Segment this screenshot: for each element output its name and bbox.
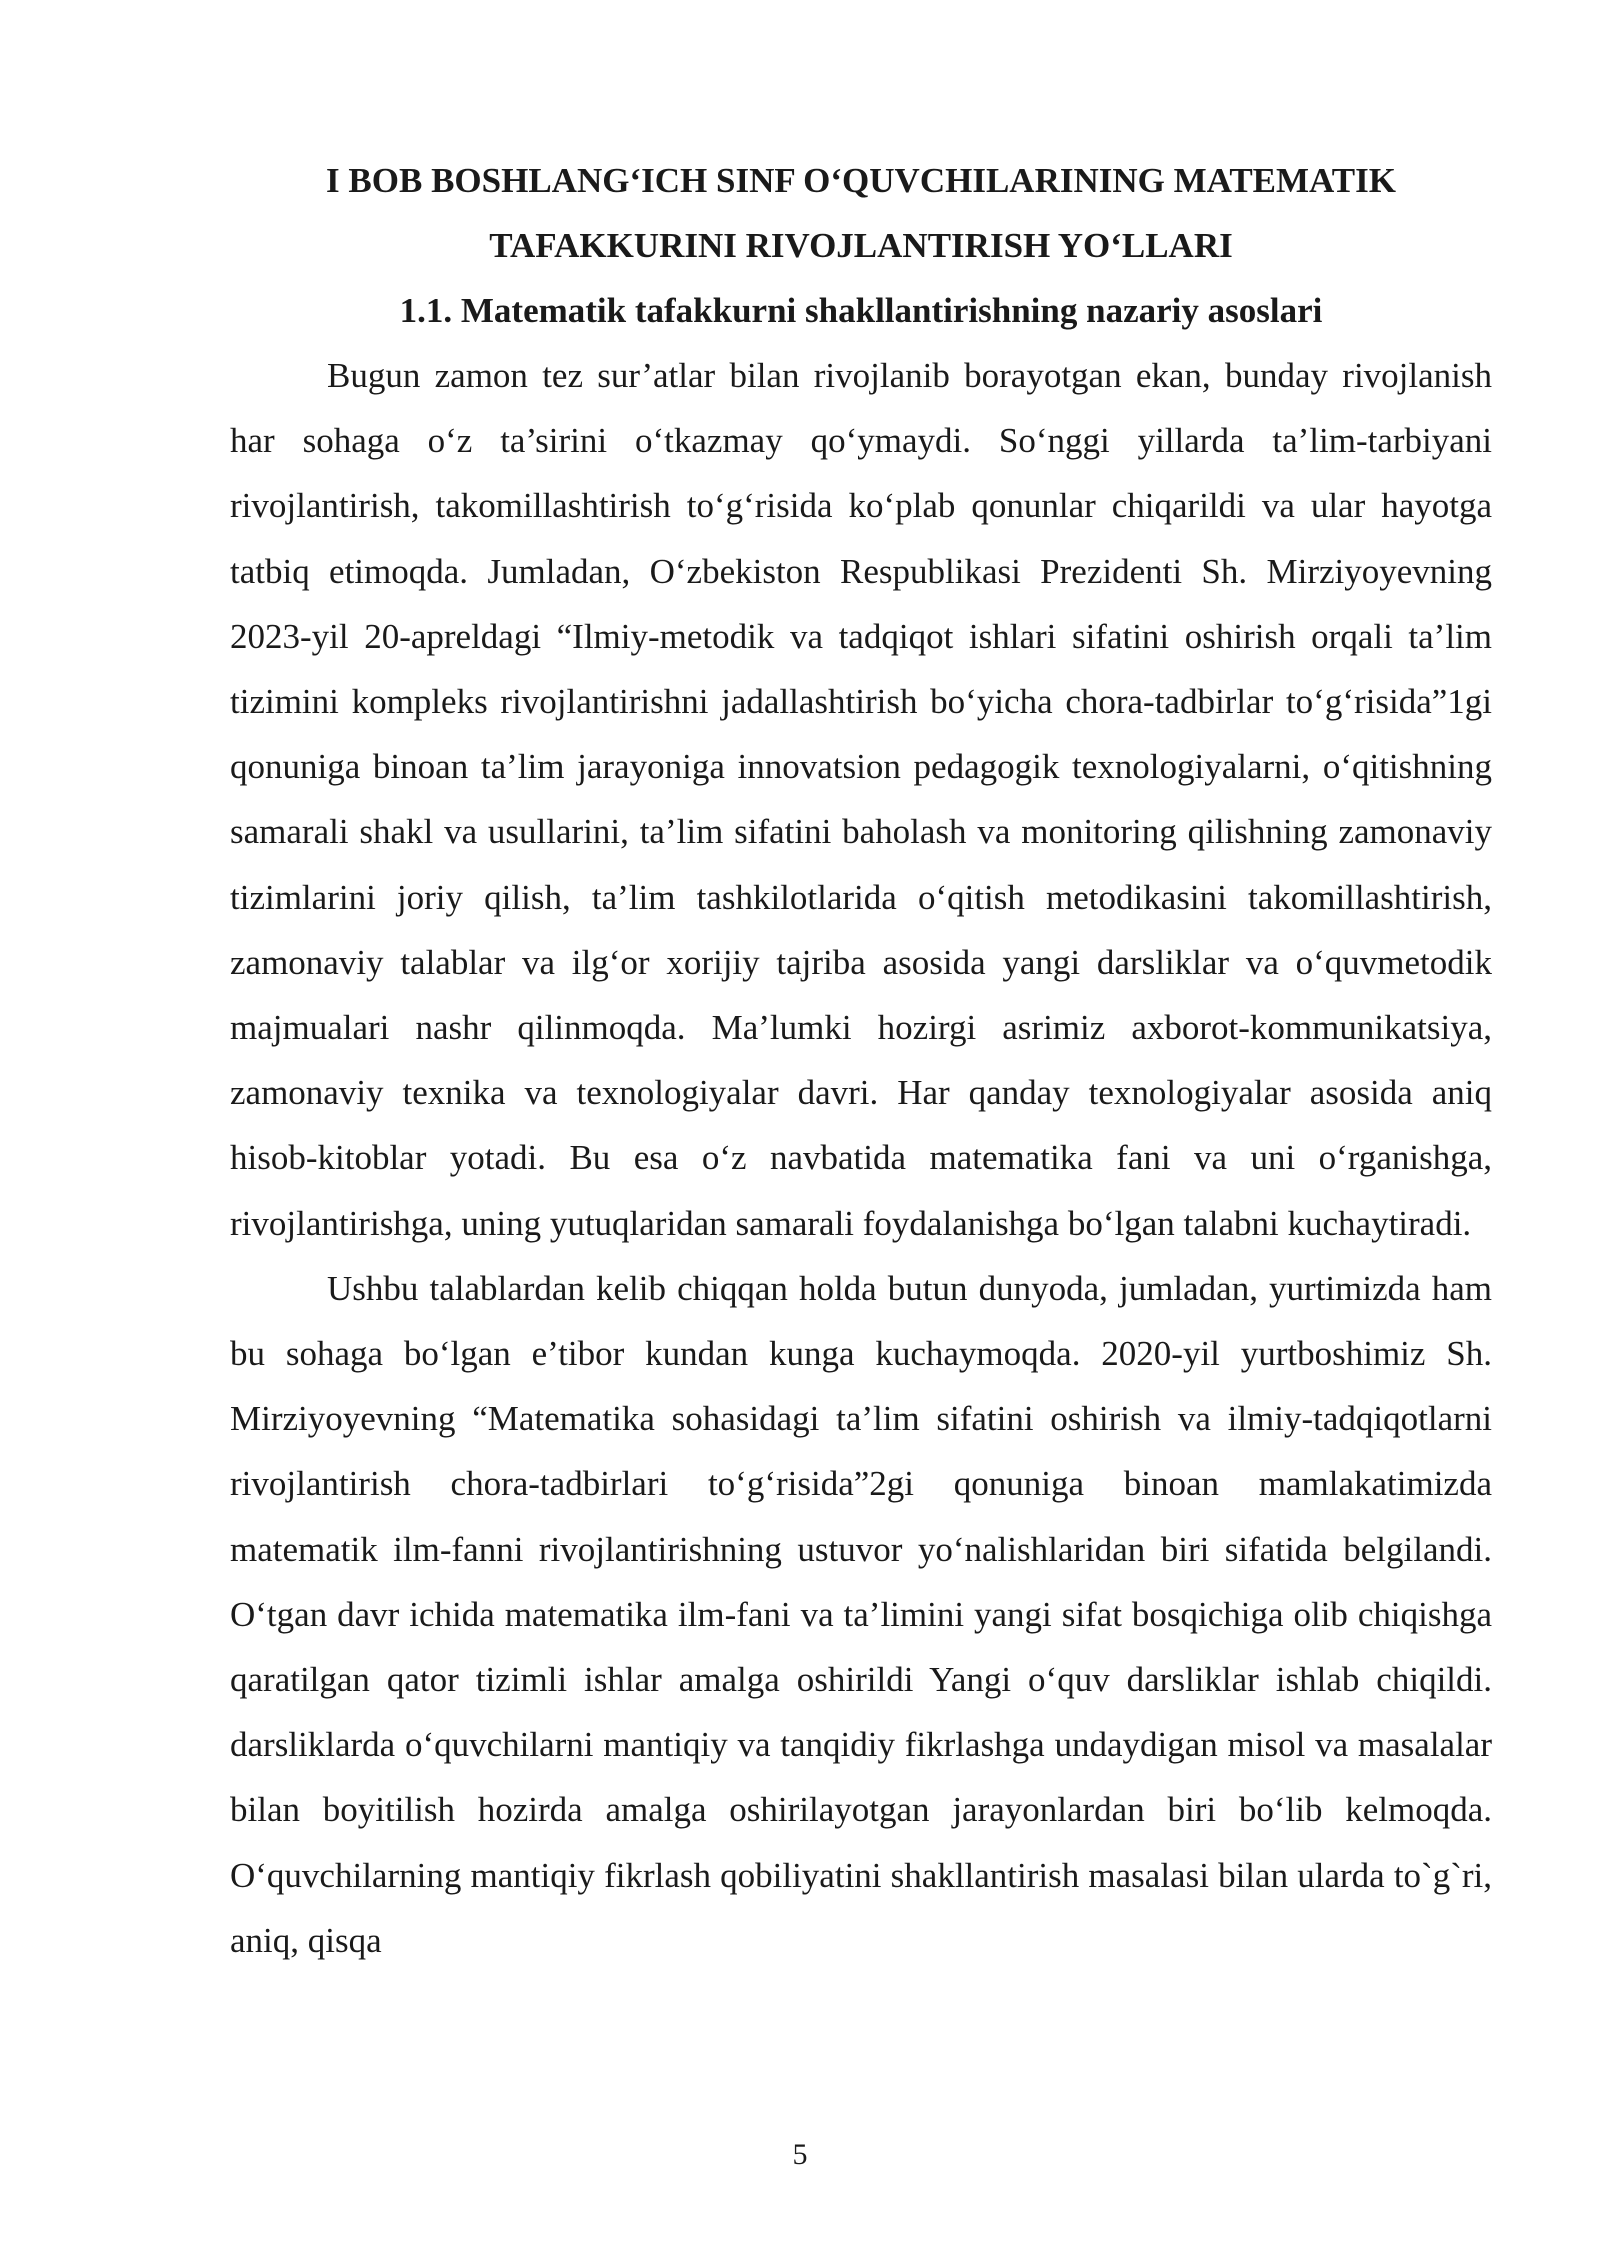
section-title: 1.1. Matematik tafakkurni shakllantirishning nazariy asoslari: [399, 291, 1323, 330]
paragraph-2: Ushbu talablardan kelib chiqqan holda butun dunyoda, jumladan, yurtimizda ham bu sohaga bo‘lgan e’tibor kundan kunga kuchaymoqda. 2020-yil yurtboshimiz Sh. Mirziyoyevning “Matematika sohasidagi ta’lim sifatini oshirish va ilmiy-tadqiqotlarni rivojlantirish chora-tadbirlari to‘g‘risida”2gi qonuniga binoan mamlakatimizda matematik ilm-fanni rivojlantirishning ustuvor yo‘nalishlaridan biri sifatida belgilandi. O‘tgan davr ichida matematika ilm-fani va ta’limini yangi sifat bosqichiga olib chiqishga qaratilgan qator tizimli ishlar amalga oshirildi Yangi o‘quv darsliklar ishlab chiqildi. darsliklarda o‘quvchilarni mantiqiy va tanqidiy fikrlashga undaydigan misol va masalalar bilan boyitilish hozirda amalga oshirilayotgan jarayonlardan biri bo‘lib kelmoqda. O‘quvchilarning mantiqiy fikrlash qobiliyatini shakllantirish masalasi bilan ularda to`g`ri, aniq, qisqa: [230, 1268, 1492, 1960]
page-number: 5: [792, 2138, 808, 2171]
chapter-title-line-2: TAFAKKURINI RIVOJLANTIRISH YO‘LLARI: [489, 226, 1233, 265]
paragraph-1: Bugun zamon tez sur’atlar bilan rivojlanib borayotgan ekan, bunday rivojlanish har sohaga o‘z ta’sirini o‘tkazmay qo‘ymaydi. So‘nggi yillarda ta’lim-tarbiyani rivojlantirish, takomillashtirish to‘g‘risida ko‘plab qonunlar chiqarildi va ular hayotga tatbiq etimoqda. Jumladan, O‘zbekiston Respublikasi Prezidenti Sh. Mirziyoyevning 2023-yil 20-apreldagi “Ilmiy-metodik va tadqiqot ishlari sifatini oshirish orqali ta’lim tizimini kompleks rivojlantirishni jadallashtirish bo‘yicha chora-tadbirlar to‘g‘risida”1gi qonuniga binoan ta’lim jarayoniga innovatsion pedagogik texnologiyalarni, o‘qitishning samarali shakl va usullarini, ta’lim sifatini baholash va monitoring qilishning zamonaviy tizimlarini joriy qilish, ta’lim tashkilotlarida o‘qitish metodikasini takomillashtirish, zamonaviy talablar va ilg‘or xorijiy tajriba asosida yangi darsliklar va o‘quvmetodik majmualari nashr qilinmoqda. Ma’lumki hozirgi asrimiz axborot-kommunikatsiya, zamonaviy texnika va texnologiyalar davri. Har qanday texnologiyalar asosida aniq hisob-kitoblar yotadi. Bu esa o‘z navbatida matematika fani va uni o‘rganishga, rivojlantirishga, uning yutuqlaridan samarali foydalanishga bo‘lgan talabni kuchaytiradi.: [230, 356, 1492, 1243]
chapter-title-line-1: I BOB BOSHLANG‘ICH SINF O‘QUVCHILARINING MATEMATIK: [326, 161, 1396, 200]
document-page: [230, 148, 1492, 1973]
